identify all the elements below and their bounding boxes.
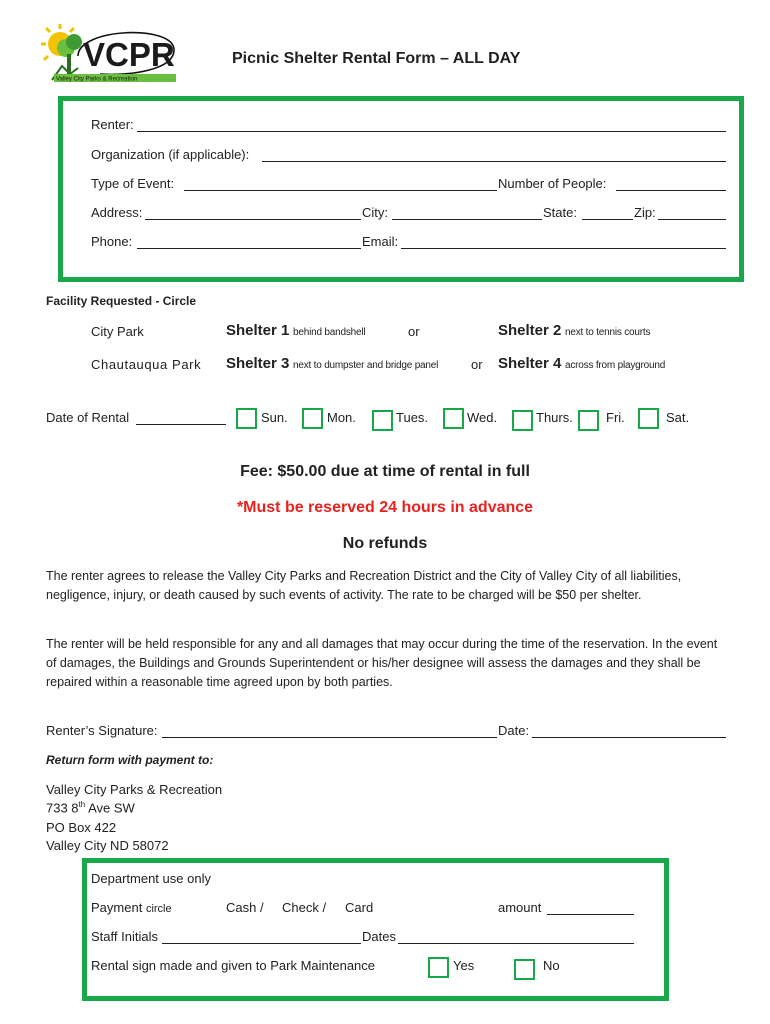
address-label: Address: [91,205,143,220]
saturday-label: Sat. [666,410,690,425]
logo-graphic [40,18,180,86]
amount-field[interactable] [547,914,634,915]
signature-field[interactable] [162,737,497,738]
organization-field[interactable] [262,161,726,162]
city-field[interactable] [392,219,542,220]
signature-date-field[interactable] [532,737,726,738]
facility-heading: Facility Requested - Circle [46,294,197,308]
shelter-1-note: behind bandshell [293,327,366,338]
terms-paragraph-2: The renter will be held responsible for any and all damages that may occur during the time of the reservation. In the event of damages, the Buildings and Grounds Superintendent or his/her designee will assess the damages and they shall be repaired within a reasonable time agreed upon by both parties. [46,637,718,689]
return-address-line-1: Valley City Parks & Recreation [46,782,223,797]
sunday-label: Sun. [261,410,288,425]
dates-label: Dates [362,929,396,944]
saturday-checkbox[interactable] [638,408,659,429]
date-of-rental-field[interactable] [136,424,226,425]
or-label: or [471,357,483,372]
shelter-2-option[interactable] [498,322,650,339]
svg-text:Valley City Parks & Recreation: Valley City Parks & Recreation [56,76,138,83]
shelter-3-note: next to dumpster and bridge panel [293,360,439,371]
sunday-checkbox[interactable] [236,408,257,429]
thursday-label: Thurs. [536,410,573,425]
shelter-3-option[interactable] [226,355,438,372]
tuesday-label: Tues. [396,410,429,425]
state-field[interactable] [582,219,633,220]
state-label: State: [543,205,577,220]
payment-card-option[interactable]: Card [345,900,374,915]
type-of-event-label: Type of Event: [91,176,175,191]
monday-label: Mon. [327,410,356,425]
tuesday-checkbox[interactable] [372,410,393,431]
fee-notice: Fee: $50.00 due at time of rental in full [240,463,530,480]
rental-sign-label: Rental sign made and given to Park Maintenance [91,958,376,973]
park-city-park: City Park [91,324,144,339]
payment-check-option[interactable]: Check / [282,900,327,915]
staff-initials-label: Staff Initials [91,929,158,944]
svg-text:VCPR: VCPR [83,36,175,73]
shelter-1-label: Shelter 1 [226,322,290,339]
amount-label: amount [498,900,542,915]
phone-field[interactable] [137,248,361,249]
return-address-line-3: PO Box 422 [46,820,117,835]
payment-label: Payment circle [91,900,172,915]
staff-initials-field[interactable] [162,943,361,944]
shelter-2-label: Shelter 2 [498,322,562,339]
shelter-4-note: across from playground [565,360,666,371]
logo [40,18,180,86]
email-field[interactable] [401,248,726,249]
return-address-line-2: 733 8th Ave SW [46,800,135,816]
shelter-1-option[interactable] [226,322,365,339]
monday-checkbox[interactable] [302,408,323,429]
type-of-event-field[interactable] [184,190,497,191]
signature-label: Renter’s Signature: [46,723,158,738]
renter-field[interactable] [137,131,726,132]
shelter-4-option[interactable] [498,355,665,372]
organization-label: Organization (if applicable): [91,147,250,162]
sign-yes-label: Yes [453,958,475,973]
friday-label: Fri. [606,410,625,425]
shelter-3-label: Shelter 3 [226,355,290,372]
advance-notice: *Must be reserved 24 hours in advance [236,499,534,516]
wednesday-checkbox[interactable] [443,408,464,429]
department-heading: Department use only [91,871,211,886]
signature-date-label: Date: [498,723,530,738]
zip-label: Zip: [634,205,656,220]
wednesday-label: Wed. [467,410,498,425]
city-label: City: [362,205,388,220]
shelter-2-note: next to tennis courts [565,327,651,338]
address-field[interactable] [145,219,361,220]
friday-checkbox[interactable] [578,410,599,431]
sign-no-label: No [543,958,560,973]
sign-yes-checkbox[interactable] [428,957,449,978]
park-chautauqua-park: Chautauqua Park [91,357,202,372]
no-refunds-notice: No refunds [342,535,428,552]
zip-field[interactable] [658,219,726,220]
return-heading: Return form with payment to: [46,753,214,767]
return-address-line-4: Valley City ND 58072 [46,838,169,853]
or-label: or [408,324,420,339]
number-of-people-field[interactable] [616,190,726,191]
number-of-people-label: Number of People: [498,176,607,191]
dates-field[interactable] [398,943,634,944]
thursday-checkbox[interactable] [512,410,533,431]
date-of-rental-label: Date of Rental [46,410,130,425]
page-title: Picnic Shelter Rental Form – ALL DAY [232,50,521,67]
sign-no-checkbox[interactable] [514,959,535,980]
email-label: Email: [362,234,399,249]
terms-paragraph-1: The renter agrees to release the Valley City Parks and Recreation District and the City of Valley City of all liabilities, negligence, injury, or death caused by such events of activity. The rate to be charged will be $50 per shelter. [46,569,682,602]
phone-label: Phone: [91,234,133,249]
payment-cash-option[interactable]: Cash / [226,900,264,915]
renter-label: Renter: [91,117,134,132]
shelter-4-label: Shelter 4 [498,355,562,372]
